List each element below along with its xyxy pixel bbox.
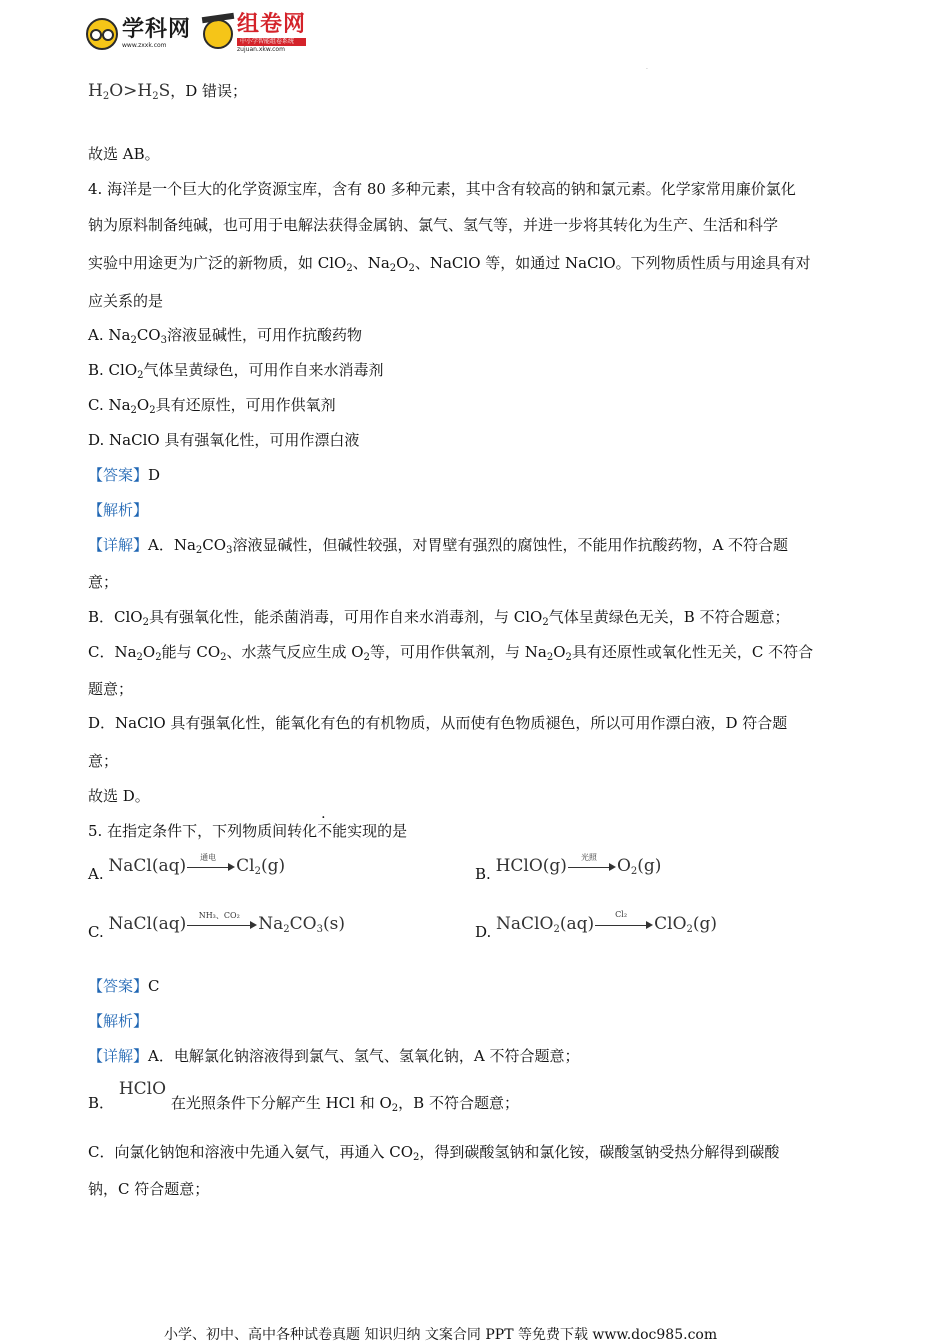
detail-c: C．$Na_2O_2$能与 $CO_2$、水蒸气反应生成 $O_2$等，可用作供氧剂，与 $Na_2O_2$具有还原性或氧化性无关，C 不符合 <box>88 643 814 663</box>
page-dot: . <box>646 64 648 71</box>
brand1-url: www.zxxk.com <box>122 41 167 49</box>
reaction-arrow-icon: 光照 <box>568 860 616 874</box>
option-5d: D. NaClO$_2$(aq) Cl₂ ClO$_2$(g) <box>475 909 718 941</box>
question-4-stem: 实验中用途更为广泛的新物质，如 ClO$_2$、$Na_2O_2$、NaClO 等，如通过 NaClO。下列物质性质与用途具有对 <box>88 254 811 274</box>
answer-line: 【答案】D <box>88 466 161 484</box>
text-line: 故选 AB。 <box>88 145 160 163</box>
brand2-name: 组卷网 <box>237 12 307 37</box>
text-line: 故选 D。 <box>88 787 150 805</box>
question-4-stem: 钠为原料制备纯碱，也可用于电解法获得金属钠、氯气、氢气等，并进一步将其转化为生产、生活和科学 <box>88 216 779 234</box>
detail-d: 意； <box>88 752 119 770</box>
detail-5a: 【详解】A．电解氯化钠溶液得到氯气、氢气、氢氧化钠，A 不符合题意； <box>88 1047 580 1065</box>
graduate-mascot-icon <box>203 19 233 49</box>
option-d: D. NaClO 具有强氧化性，可用作漂白液 <box>88 431 360 449</box>
detail-c: 题意； <box>88 680 134 698</box>
brand2-tag: 中小学智能组卷系统 <box>237 38 306 46</box>
reaction-arrow-icon: 通电 <box>187 860 235 874</box>
detail-5c: C．向氯化钠饱和溶液中先通入氨气，再通入 $CO_2$，得到碳酸氢钠和氯化铵，碳酸氢钠受热分解得到碳酸 <box>88 1143 780 1163</box>
brand2-url: zujuan.xkw.com <box>237 46 285 53</box>
site-logo <box>86 14 306 53</box>
option-5c: C. NaCl(aq) NH₃、CO₂ $Na_2CO_3(s)$ <box>88 910 345 941</box>
option-c: C. $Na_2O_2$具有还原性，可用作供氧剂 <box>88 396 336 416</box>
question-4-stem: 应关系的是 <box>88 292 164 310</box>
question-4-stem: 4. 海洋是一个巨大的化学资源宝库，含有 80 多种元素，其中含有较高的钠和氯元素。化学家常用廉价氯化 <box>88 180 796 198</box>
mascot-icon <box>86 18 118 50</box>
option-b: B. ClO$_2$气体呈黄绿色，可用作自来水消毒剂 <box>88 361 384 381</box>
text-line: $H_2O>H_2S$，D 错误； <box>88 81 248 102</box>
detail-5c: 钠，C 符合题意； <box>88 1180 210 1198</box>
analysis-label: 【解析】 <box>88 501 149 519</box>
detail-5b: B． HClO 在光照条件下分解产生 HCl 和 $O_2$，B 不符合题意； <box>88 1079 519 1114</box>
detail-d: D．NaClO 具有强氧化性，能氧化有色的有机物质，从而使有色物质褪色，所以可用作漂白液，D 符合题 <box>88 714 788 732</box>
reaction-arrow-icon: Cl₂ <box>595 918 653 932</box>
detail-b: B．ClO$_2$具有强氧化性，能杀菌消毒，可用作自来水消毒剂，与 ClO$_2$气体呈黄绿色无关，B 不符合题意； <box>88 608 790 628</box>
question-5-stem: 5. 在指定条件下，下列物质间转化不能实现的是 <box>88 822 408 840</box>
answer-line: 【答案】C <box>88 977 160 995</box>
option-a: A. $Na_2CO_3$溶液显碱性，可用作抗酸药物 <box>88 326 362 346</box>
option-5b: B. HClO(g) 光照 $O_2(g)$ <box>475 852 662 883</box>
detail-a: 意； <box>88 573 119 591</box>
reaction-arrow-icon: NH₃、CO₂ <box>187 918 257 932</box>
brand1-name: 学科网 <box>122 16 192 42</box>
detail-a: 【详解】A．$Na_2CO_3$溶液显碱性，但碱性较强，对胃壁有强烈的腐蚀性，不能用作抗酸药物，A 不符合题 <box>88 536 789 556</box>
analysis-label: 【解析】 <box>88 1012 149 1030</box>
option-5a: A. NaCl(aq) 通电 $Cl_2(g)$ <box>88 852 286 883</box>
footer-text: 小学、初中、高中各种试卷真题 知识归纳 文案合同 PPT 等免费下载 www.doc985.com <box>164 1327 718 1343</box>
